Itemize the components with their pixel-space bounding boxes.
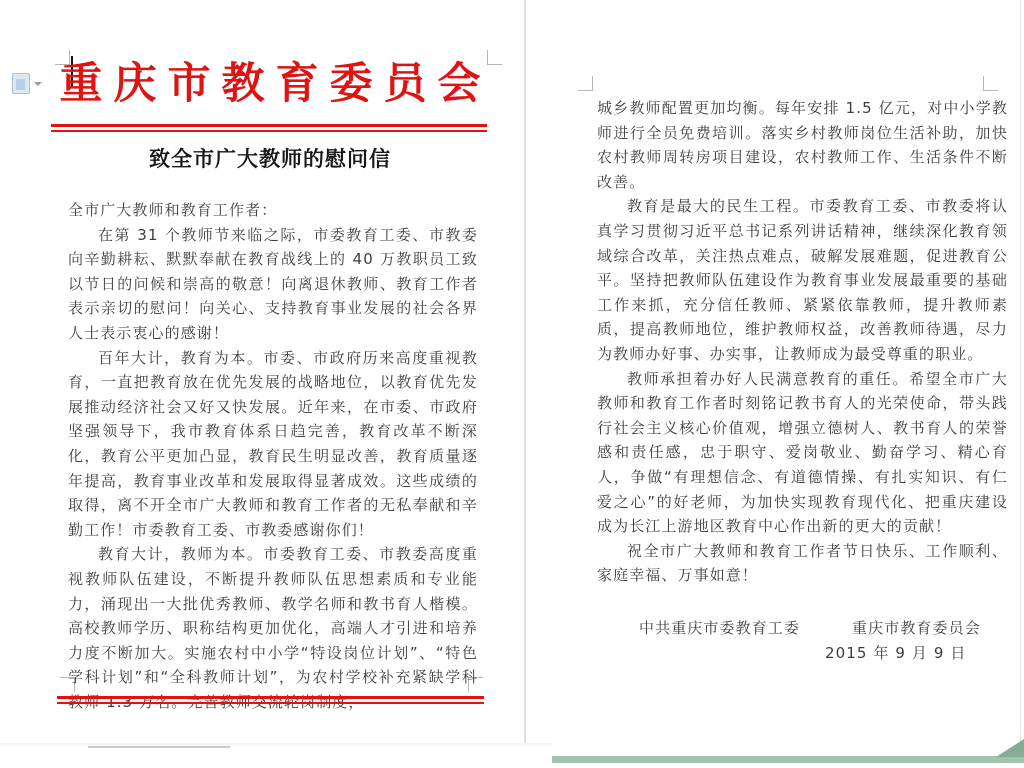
paragraph: 教育是最大的民生工程。市委教育工委、市教委将认真学习贯彻习近平总书记系列讲话精神，继续深化教育领域综合改革，关注热点难点，破解发展难题，促进教育公平。坚持把教师队伍建设作为教育事业发展最重要的基础工作来抓，充分信任教师、紧紧依靠教师，提升教师素质，提高教师地位，维护教师权益，改善教师待遇，尽力为教师办好事、办实事，让教师成为最受尊重的职业。 xyxy=(597,197,1008,363)
salutation: 全市广大教师和教育工作者： xyxy=(68,201,278,219)
signature-date: 2015 年 9 月 9 日 xyxy=(825,644,967,663)
paste-options-icon-inner xyxy=(16,79,25,90)
text-boundary-mark-top-right-p2 xyxy=(983,76,998,91)
desktop-background-corner xyxy=(996,739,1024,757)
paragraph: 在第 31 个教师节来临之际，市委教育工委、市教委向辛勤耕耘、默默奉献在教育战线上的 40 万教职员工致以节日的问候和崇高的敬意！向离退休教师、教育工作者表示亲切的慰问！向关心、支持教育事业发展的社会各界人士表示衷心的感谢！ xyxy=(68,225,478,342)
desktop-background-strip xyxy=(552,756,1024,763)
paragraph: 百年大计，教育为本。市委、市政府历来高度重视教育，一直把教育放在优先发展的战略地位，以教育优先发展推动经济社会又好又快发展。近年来，在市委、市政府坚强领导下，我市教育体系日趋完善，教育改革不断深化，教育公平更加凸显，教育民生明显改善，教育质量逐年提高，教育事业改革和发展取得显著成效。这些成绩的取得，离不开全市广大教师和教育工作者的无私奉献和辛勤工作！市委教育工委、市教委感谢你们！ xyxy=(68,348,478,539)
letterhead-title: 重庆市教育委员会 xyxy=(59,61,492,108)
signature-row xyxy=(597,616,1008,641)
document-title: 致全市广大教师的慰问信 xyxy=(149,147,391,171)
page2-body[interactable] xyxy=(597,96,1008,666)
scan-smudge xyxy=(0,743,552,746)
letterhead-double-rule xyxy=(51,124,487,132)
footer-double-rule xyxy=(57,696,484,704)
signature-org-left: 中共重庆市委教育工委 xyxy=(639,618,801,637)
signature-org-right: 重庆市教育委员会 xyxy=(852,618,981,637)
page1-body[interactable] xyxy=(68,198,478,714)
scan-smudge-line xyxy=(88,746,230,748)
page-right-edge xyxy=(1020,0,1021,742)
paragraph: 城乡教师配置更加均衡。每年安排 1.5 亿元，对中小学教师进行全员免费培训。落实乡村教师岗位生活补助，加快农村教师周转房项目建设，农村教师工作、生活条件不断改善。 xyxy=(597,99,1008,191)
paragraph: 教育大计，教师为本。市委教育工委、市教委高度重视教师队伍建设，不断提升教师队伍思想素质和专业能力，涌现出一大批优秀教师、教学名师和教书育人楷模。高校教师学历、职称结构更加优化，高端人才引进和培养力度不断加大。实施农村中小学“特设岗位计划”、“特色学科计划”和“全科教师计划”，为农村学校补充紧缺学科教师 1.3 万名。完善教师交流轮岗制度， xyxy=(68,545,478,711)
text-boundary-mark-top-left-p2 xyxy=(578,76,593,91)
paragraph: 教师承担着办好人民满意教育的重任。希望全市广大教师和教育工作者时刻铭记教书育人的光荣使命，带头践行社会主义核心价值观，增强立德树人、教书育人的荣誉感和责任感，忠于职守、爱岗敬业、勤奋学习、精心育人，争做“有理想信念、有道德情操、有扎实知识、有仁爱之心”的好老师，为加快实现教育现代化、把重庆建设成为长江上游地区教育中心作出新的更大的贡献！ xyxy=(597,369,1008,536)
paste-options-icon[interactable] xyxy=(12,73,30,94)
paragraph: 祝全市广大教师和教育工作者节日快乐、工作顺利、家庭幸福、万事如意！ xyxy=(597,541,1008,585)
